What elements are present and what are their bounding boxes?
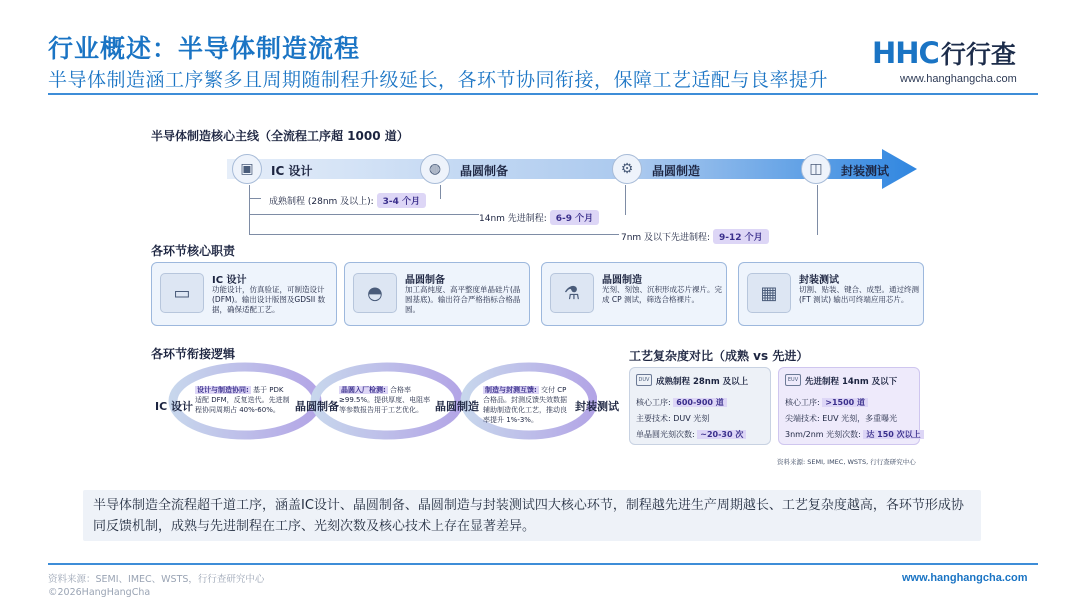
link-to-packaging: 封装测试 bbox=[575, 400, 619, 413]
brand-logo[interactable] bbox=[872, 36, 1016, 70]
timeline-mature: 成熟制程 (28nm 及以上): 3-4 个月 bbox=[269, 193, 426, 208]
logo-url[interactable]: www.hanghangcha.com bbox=[900, 73, 1017, 85]
footer-url-link[interactable]: www.hanghangcha.com bbox=[902, 572, 1028, 584]
logo-text: 行行查 bbox=[940, 40, 1016, 69]
link-note-inspection: 晶圆入厂检测: 合格率 ≥99.5%。提供厚度、电阻率等参数报告用于工艺优化。 bbox=[339, 386, 431, 414]
footer-divider bbox=[48, 563, 1038, 565]
timeline-bracket-7nm bbox=[249, 185, 619, 235]
duv-chip-icon: DUV bbox=[636, 374, 652, 386]
link-note-design: 设计与制造协同: 基于 PDK 适配 DFM，反复迭代。先进制程协同周期占 40%-60%。 bbox=[195, 386, 290, 414]
mainline-title: 半导体制造核心主线（全流程工序超 1000 道） bbox=[151, 129, 409, 143]
link-from-ic: IC 设计 bbox=[155, 400, 193, 413]
ic-chip-icon: ▣ bbox=[232, 154, 262, 184]
computer-icon: ▭ bbox=[160, 273, 204, 313]
card-packaging: ▦ 封装测试 切割、贴装、键合、成型。通过终测 (FT 测试) 输出可终端应用芯片。 bbox=[738, 262, 924, 326]
factory-icon: ⚗ bbox=[550, 273, 594, 313]
euv-chip-icon: EUV bbox=[785, 374, 801, 386]
footer-source: 资料来源：SEMI、IMEC、WSTS，行行查研究中心 bbox=[48, 574, 265, 585]
stage-ic-design: IC 设计 bbox=[271, 164, 313, 178]
page-title: 行业概述：半导体制造流程 bbox=[48, 34, 361, 63]
timeline-7nm: 7nm 及以下先进制程: 9-12 个月 bbox=[621, 229, 769, 244]
card-wafer-fab: ⚗ 晶圆制造 光刻、刻蚀、沉积形成芯片裸片。完成 CP 测试，筛选合格裸片。 bbox=[541, 262, 727, 326]
page-subtitle: 半导体制造涵工序繁多且周期随制程升级延长，各环节协同衔接，保障工艺适配与良率提升 bbox=[48, 69, 829, 91]
card-wafer-prep: ◓ 晶圆制备 加工高纯度、高平整度单晶硅片(晶圆基底)。输出符合严格指标合格晶圆。 bbox=[344, 262, 530, 326]
stage-wafer-fab: 晶圆制造 bbox=[652, 164, 701, 178]
stage-packaging: 封装测试 bbox=[841, 164, 890, 178]
process-figure bbox=[137, 117, 947, 477]
compare-mature: DUV 成熟制程 28nm 及以上 核心工序: 600-900 道 主要技术: DUV 光刻 单晶圆光刻次数: ~20-30 次 bbox=[629, 367, 771, 445]
compare-advanced: EUV 先进制程 14nm 及以下 核心工序: >1500 道 尖端技术: EUV 光刻，多重曝光 3nm/2nm 光刻次数: 达 150 次以上 bbox=[778, 367, 920, 445]
link-note-feedback: 制造与封测互馈: 交付 CP 合格品。封测反馈失效数据辅助制造优化工艺，推动良率提升 1%-3%。 bbox=[483, 386, 567, 424]
link-to-wafer-prep: 晶圆制备 bbox=[295, 400, 339, 413]
chip-icon: ▦ bbox=[747, 273, 791, 313]
header-divider bbox=[48, 93, 1038, 95]
package-chip-icon: ◫ bbox=[801, 154, 831, 184]
microscope-icon: ⚙ bbox=[612, 154, 642, 184]
figure-source: 资料来源: SEMI, IMEC, WSTS, 行行查研究中心 bbox=[777, 458, 916, 466]
duties-title: 各环节核心职责 bbox=[151, 244, 236, 258]
link-title: 各环节衔接逻辑 bbox=[151, 347, 236, 361]
wafer-icon: ◓ bbox=[353, 273, 397, 313]
footer-copyright: ©2026HangHangCha bbox=[48, 587, 151, 598]
compare-title: 工艺复杂度对比（成熟 vs 先进） bbox=[629, 349, 809, 363]
logo-mark: HHC bbox=[872, 36, 939, 70]
timeline-14nm: 14nm 先进制程: 6-9 个月 bbox=[479, 210, 599, 225]
link-to-wafer-fab: 晶圆制造 bbox=[435, 400, 479, 413]
card-ic-design: ▭ IC 设计 功能设计，仿真验证，可制造设计(DFM)。输出设计版图及GDSII 数据，确保适配工艺。 bbox=[151, 262, 337, 326]
summary-text: 半导体制造全流程超千道工序，涵盖IC设计、晶圆制备、晶圆制造与封装测试四大核心环节，制程越先进生产周期越长、工艺复杂度越高，各环节形成协同反馈机制，成熟与先进制程在工序、光刻次数及核心技术上存在显著差异。 bbox=[83, 490, 981, 541]
stage-wafer-prep: 晶圆制备 bbox=[460, 164, 509, 178]
wafer-ingot-icon: ◍ bbox=[420, 154, 450, 184]
